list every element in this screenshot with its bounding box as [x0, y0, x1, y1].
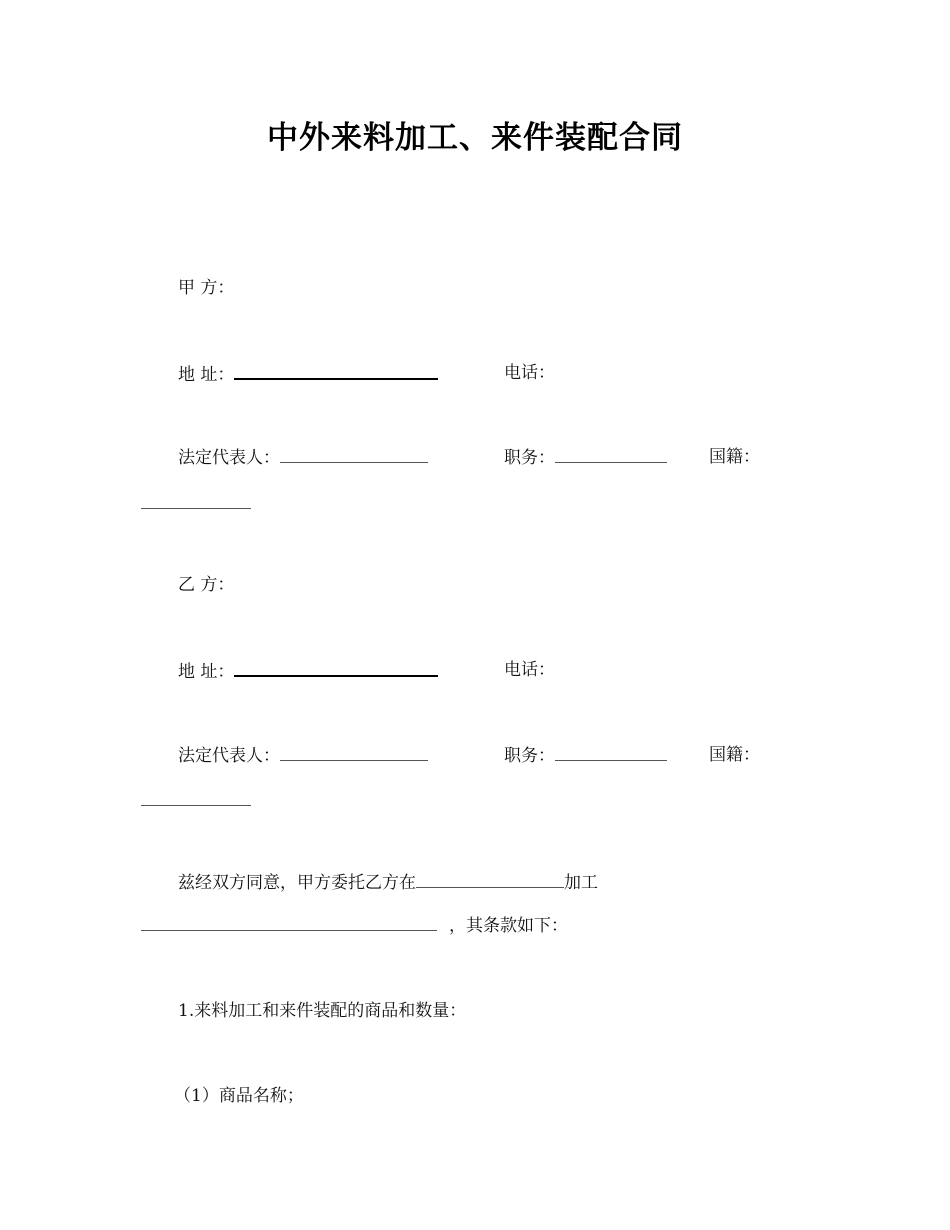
party-b-address-row [178, 659, 438, 683]
preamble-line-1 [178, 871, 598, 894]
party-a-position-label: 职务： [504, 448, 555, 468]
party-b-address-blank [234, 659, 438, 677]
party-a-label: 甲 方： [178, 278, 235, 298]
party-a-address-label: 地 址： [178, 365, 235, 385]
party-a-address-row [178, 362, 438, 386]
party-b-address-label: 地 址： [178, 662, 235, 682]
preamble-line-2 [141, 914, 568, 937]
party-b-position-blank [555, 744, 667, 761]
clause-1: 1.来料加工和来件装配的商品和数量： [178, 1001, 467, 1021]
party-b-phone-label: 电话： [504, 660, 555, 680]
preamble-part3: ，其条款如下： [449, 916, 568, 936]
party-a-nationality-label: 国籍： [709, 447, 760, 467]
party-a-position-blank [555, 446, 667, 463]
party-b-legal-rep-label: 法定代表人： [178, 746, 280, 766]
party-b-label: 乙 方： [178, 575, 235, 595]
party-b-position-label: 职务： [504, 746, 555, 766]
party-a-nationality-row [141, 492, 251, 515]
preamble-part1: 兹经双方同意，甲方委托乙方在 [178, 873, 416, 893]
party-b-legal-rep-row [178, 744, 428, 767]
party-a-legal-rep-blank [280, 446, 428, 463]
party-a-phone-label: 电话： [504, 363, 555, 383]
preamble-location-blank [416, 871, 564, 888]
party-a-position-row [504, 446, 667, 469]
party-a-address-blank [234, 362, 438, 380]
party-a-legal-rep-label: 法定代表人： [178, 448, 280, 468]
party-b-legal-rep-blank [280, 744, 428, 761]
party-b-nationality-label: 国籍： [709, 745, 760, 765]
document-title: 中外来料加工、来件装配合同 [267, 120, 683, 156]
party-a-nationality-blank [141, 492, 251, 509]
party-b-nationality-blank [141, 789, 251, 806]
party-a-legal-rep-row [178, 446, 428, 469]
preamble-goods-blank [141, 914, 437, 931]
preamble-part2: 加工 [564, 873, 598, 893]
party-b-nationality-row [141, 789, 251, 812]
party-b-position-row [504, 744, 667, 767]
clause-1-item-1: （1）商品名称； [174, 1086, 304, 1106]
